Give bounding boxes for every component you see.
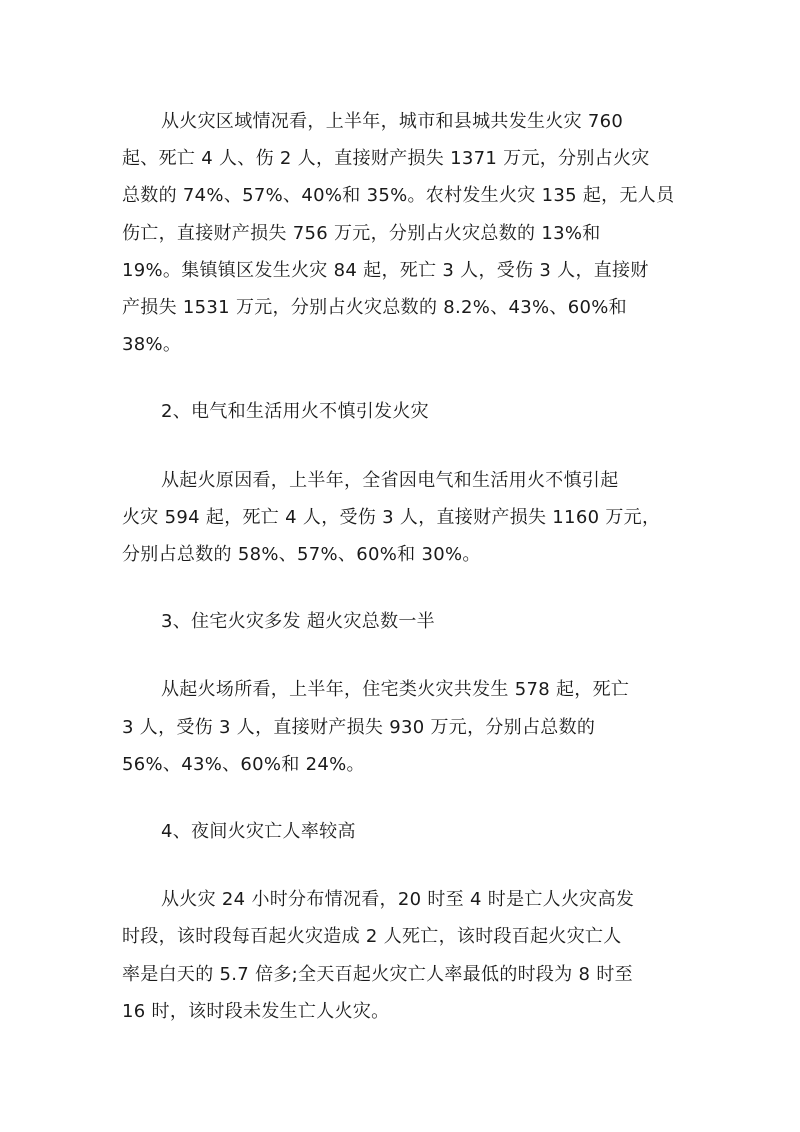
text-line: 火灾 594 起，死亡 4 人，受伤 3 人，直接财产损失 1160 万元， bbox=[122, 506, 661, 528]
text-line: 时段，该时段每百起火灾造成 2 人死亡，该时段百起火灾亡人 bbox=[122, 926, 622, 948]
text-line: 从起火原因看，上半年，全省因电气和生活用火不慎引起 bbox=[161, 469, 619, 491]
heading-text: 4、夜间火灾亡人率较高 bbox=[161, 821, 356, 843]
text-line: 56%、43%、60%和 24%。 bbox=[122, 753, 365, 775]
text-line: 3 人，受伤 3 人，直接财产损失 930 万元，分别占总数的 bbox=[122, 716, 596, 738]
text-line: 16 时，该时段未发生亡人火灾。 bbox=[122, 1000, 390, 1022]
heading-text: 2、电气和生活用火不慎引发火灾 bbox=[161, 401, 429, 423]
text-line: 从火灾区域情况看，上半年，城市和县城共发生火灾 760 bbox=[161, 111, 624, 132]
text-line: 总数的 74%、57%、40%和 35%。农村发生火灾 135 起，无人员 bbox=[122, 185, 675, 207]
text-line: 从火灾 24 小时分布情况看，20 时至 4 时是亡人火灾高发 bbox=[161, 889, 635, 911]
paragraph-fire-by-region bbox=[122, 103, 682, 363]
paragraph-fire-causes bbox=[122, 462, 682, 574]
text-line: 率是白天的 5.7 倍多;全天百起火灾亡人率最低的时段为 8 时至 bbox=[122, 963, 633, 985]
section-heading-3 bbox=[122, 603, 682, 640]
paragraph-residential-fires bbox=[122, 671, 682, 783]
text-line: 起、死亡 4 人、伤 2 人，直接财产损失 1371 万元，分别占火灾 bbox=[122, 148, 650, 170]
text-line: 伤亡，直接财产损失 756 万元，分别占火灾总数的 13%和 bbox=[122, 222, 601, 244]
section-heading-2 bbox=[122, 393, 682, 430]
text-line: 分别占总数的 58%、57%、60%和 30%。 bbox=[122, 544, 481, 566]
paragraph-night-fires bbox=[122, 881, 682, 1030]
section-heading-4 bbox=[122, 813, 682, 850]
text-line: 19%。集镇镇区发生火灾 84 起，死亡 3 人，受伤 3 人，直接财 bbox=[122, 259, 649, 281]
heading-text: 3、住宅火灾多发 超火灾总数一半 bbox=[161, 611, 435, 633]
document-page bbox=[122, 103, 682, 1060]
text-line: 产损失 1531 万元，分别占火灾总数的 8.2%、43%、60%和 bbox=[122, 297, 627, 319]
text-line: 从起火场所看，上半年，住宅类火灾共发生 578 起，死亡 bbox=[161, 679, 630, 701]
text-line: 38%。 bbox=[122, 334, 182, 356]
